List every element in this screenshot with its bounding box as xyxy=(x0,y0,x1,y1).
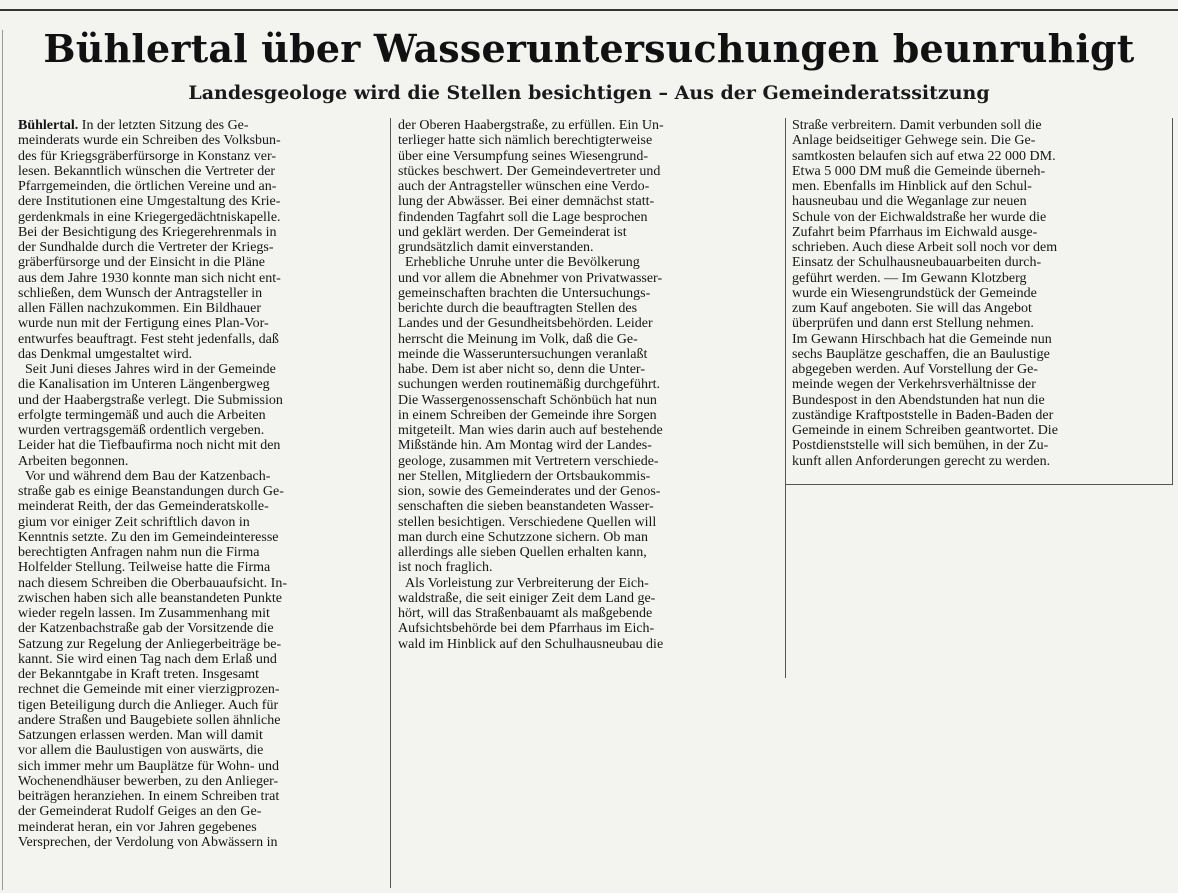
article-column-2 xyxy=(398,118,777,652)
column-3-text: Straße verbreitern. Damit verbunden soll die Anlage beidseitiger Gehwege sein. Die Ge- samtkosten belaufen sich auf etwa 22 000 DM. Etwa 5 000 DM muß die Gemeinde überneh- men. Ebenfalls im Hinblick auf den Schul- hausneubau und die Weganlage zur neuen Schule von der Eichwaldstraße her wurde die Zufahrt beim Pfarrhaus im Eichwald ausge- schrieben. Auch diese Arbeit soll noch vor dem Einsatz der Schulhausneubauarbeiten durch- geführt werden. — Im Gewann Klotzberg wurde ein Wiesengrundstück der Gemeinde zum Kauf angeboten. Sie will das Angebot überprüfen und dann erst Stellung nehmen. Im Gewann Hirschbach hat die Gemeinde nun sechs Bauplätze geschaffen, die an Baulustige abgegeben werden. Auf Vorstellung der Ge- meinde wegen der Verkehrsverhältnisse der Bundespost in den Abendstunden hat nun die zuständige Kraftpoststelle in Baden-Baden der Gemeinde in einem Schreiben geantwortet. Die Postdienststelle will sich bemühen, in der Zu- kunft allen Anforderungen gerecht zu werden. xyxy=(792,118,1058,469)
left-edge-line xyxy=(2,30,3,890)
column-1-text: In der letzten Sitzung des Ge- meinderats wurde ein Schreiben des Volksbun- des für Kriegsgräberfürsorge in Konstanz ver- lesen. Bekanntlich wünschen die Vertreter der Pfarrgemeinden, die örtlichen Vereine und an- dere Institutionen eine Umgestaltung des Krie- gerdenkmals in eine Kriegergedächtniskapelle. Bei der Besichtigung des Kriegerehrenmals in der Sundhalde durch die Vertreter der Kriegs- gräberfürsorge und der Einsicht in die Pläne aus dem Jahre 1930 konnte man sich nicht ent- schließen, dem Wunsch der Antragsteller in allen Fällen nachzukommen. Ein Bildhauer wurde nun mit der Fertigung eines Plan-Vor- entwurfes beauftragt. Fest steht jedenfalls, daß das Denkmal umgestaltet wird. Seit Juni dieses Jahres wird in der Gemeinde die Kanalisation im Unteren Längenbergweg und der Haabergstraße verlegt. Die Submission erfolgte termingemäß und auch die Arbeiten wurden vertragsgemäß ordentlich vergeben. Leider hat die Tiefbaufirma noch nicht mit den Arbeiten begonnen. Vor und während dem Bau der Katzenbach- straße gab es einige Beanstandungen durch Ge- meinderat Reith, der das Gemeinderatskolle- gium vor einiger Zeit schriftlich davon in Kenntnis setzte. Zu den im Gemeindeinteresse berechtigten Anfragen nahm nun die Firma Holfelder Stellung. Teilweise hatte die Firma nach diesem Schreiben die Oberbauaufsicht. In- zwischen haben sich alle beanstandeten Punkte wieder regeln lassen. Im Zusammenhang mit der Katzenbachstraße gab der Vorsitzende die Satzung zur Regelung der Anliegerbeiträge be- kannt. Sie wird einen Tag nach dem Erlaß und der Bekanntgabe in Kraft treten. Insgesamt rechnet die Gemeinde mit einer vierzigprozen- tigen Beteiligung durch die Anlieger. Auch für andere Straßen und Baugebiete sollen ähnliche Satzungen erlassen werden. Man will damit vor allem die Baulustigen von auswärts, die sich immer mehr um Bauplätze für Wohn- und Wochenendhäuser bewerben, zu den Anlieger- beiträgen heranziehen. In einem Schreiben trat der Gemeinderat Rudolf Geiges an den Ge- meinderat heran, ein vor Jahren gegebenes Versprechen, der Verdolung von Abwässern in xyxy=(18,118,288,850)
dateline: Bühlertal. xyxy=(18,118,79,133)
article-end-rule xyxy=(785,484,1173,485)
top-rule xyxy=(0,9,1178,11)
subheadline: Landesgeologe wird die Stellen besichtigen – Aus der Gemeinderatssitzung xyxy=(188,82,990,104)
column-divider-2 xyxy=(785,118,786,678)
article-column-3 xyxy=(792,118,1169,469)
column-divider-1 xyxy=(390,118,391,888)
column-divider-3 xyxy=(1172,118,1173,484)
article-column-1 xyxy=(18,118,383,850)
column-2-text: der Oberen Haabergstraße, zu erfüllen. Ein Un- terlieger hatte sich nämlich berechtigterweise über eine Versumpfung seines Wiesengrund- stückes beschwert. Der Gemeindevertreter und auch der Antragsteller wünschen eine Verdo- lung der Abwässer. Bei einer demnächst statt- findenden Tagfahrt soll die Lage besprochen und geklärt werden. Der Gemeinderat ist grundsätzlich damit einverstanden. Erhebliche Unruhe unter die Bevölkerung und vor allem die Abnehmer von Privatwasser- gemeinschaften brachten die Untersuchungs- berichte durch die beauftragten Stellen des Landes und der Gesundheitsbehörden. Leider herrscht die Meinung im Volk, daß die Ge- meinde die Wasseruntersuchungen veranlaßt habe. Dem ist aber nicht so, denn die Unter- suchungen werden routinemäßig durchgeführt. Die Wassergenossenschaft Schönbüch hat nun in einem Schreiben der Gemeinde ihre Sorgen mitgeteilt. Man wies darin auch auf bestehende Mißstände hin. Am Montag wird der Landes- geologe, zusammen mit Vertretern verschiede- ner Stellen, Mitgliedern der Ortsbaukommis- sion, sowie des Gemeinderates und der Genos- senschaften die sieben beanstandeten Wasser- stellen besichtigen. Verschiedene Quellen will man durch eine Schutzzone sichern. Ob man allerdings alle sieben Quellen erhalten kann, ist noch fraglich. Als Vorleistung zur Verbreiterung der Eich- waldstraße, die seit einiger Zeit dem Land ge- hört, will das Straßenbauamt als maßgebende Aufsichtsbehörde bei dem Pfarrhaus im Eich- wald im Hinblick auf den Schulhausneubau die xyxy=(398,118,664,652)
headline: Bühlertal über Wasseruntersuchungen beunruhigt xyxy=(43,26,1135,71)
